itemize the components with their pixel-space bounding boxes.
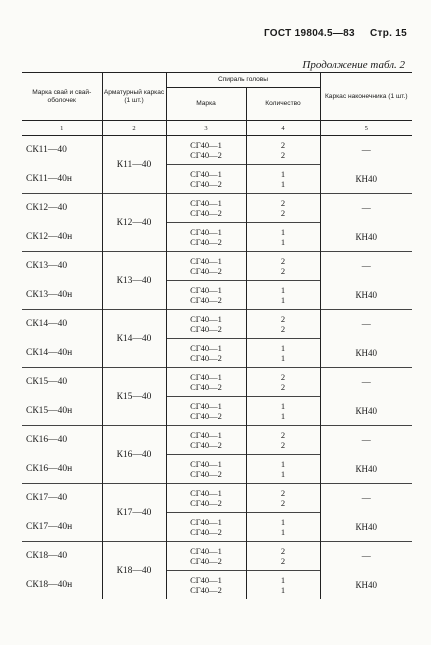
col-header-frame: Арматурный каркас (1 шт.) bbox=[102, 73, 166, 121]
pile-mark-cell: СК15—40 bbox=[22, 368, 102, 397]
pile-mark-cell: СК15—40н bbox=[26, 405, 73, 416]
spiral-qty: 2 bbox=[280, 372, 286, 382]
spiral-qty: 1 bbox=[280, 527, 286, 537]
spiral-mark: СГ40—2 bbox=[190, 324, 222, 334]
pile-mark-cell: СК16—40 bbox=[22, 426, 102, 455]
spiral-mark: СГ40—1 bbox=[190, 430, 222, 440]
tip-frame-cell: — bbox=[320, 136, 412, 165]
spiral-mark: СГ40—1 bbox=[190, 372, 222, 382]
spiral-mark: СГ40—2 bbox=[190, 556, 222, 566]
spiral-mark-cell bbox=[166, 542, 246, 571]
spiral-mark: СГ40—1 bbox=[190, 459, 222, 469]
spiral-qty: 2 bbox=[280, 324, 286, 334]
spiral-mark: СГ40—1 bbox=[190, 169, 222, 179]
spiral-mark: СГ40—1 bbox=[190, 285, 222, 295]
spiral-mark-cell bbox=[166, 484, 246, 513]
col-number-1: 1 bbox=[22, 121, 102, 136]
spiral-qty-cell bbox=[246, 136, 320, 165]
spiral-mark-cell bbox=[166, 281, 246, 310]
spiral-mark: СГ40—2 bbox=[190, 150, 222, 160]
page-number: Стр. 15 bbox=[369, 28, 407, 39]
table-row bbox=[22, 368, 412, 397]
pile-mark-cell: СК18—40н bbox=[26, 579, 73, 590]
spiral-qty: 2 bbox=[280, 488, 286, 498]
table-row bbox=[22, 397, 412, 426]
col-header-pile-mark: Марка свай и свай-оболочек bbox=[22, 73, 102, 121]
frame-mark-cell: К13—40 bbox=[102, 252, 166, 310]
spiral-qty-cell bbox=[246, 339, 320, 368]
spiral-mark: СГ40—2 bbox=[190, 527, 222, 537]
frame-mark-cell: К15—40 bbox=[102, 368, 166, 426]
spiral-mark: СГ40—2 bbox=[190, 266, 222, 276]
spiral-mark: СГ40—1 bbox=[190, 256, 222, 266]
spiral-mark-cell bbox=[166, 513, 246, 542]
table-row bbox=[22, 281, 412, 310]
spiral-mark-cell bbox=[166, 194, 246, 223]
spiral-qty: 2 bbox=[280, 208, 286, 218]
spiral-mark: СГ40—1 bbox=[190, 575, 222, 585]
spiral-qty: 1 bbox=[280, 401, 286, 411]
spiral-qty: 2 bbox=[280, 546, 286, 556]
col-header-tip-frame: Каркас наконечника (1 шт.) bbox=[320, 73, 412, 121]
spiral-mark: СГ40—2 bbox=[190, 498, 222, 508]
spiral-mark-cell bbox=[166, 223, 246, 252]
spiral-qty: 1 bbox=[280, 295, 286, 305]
spiral-qty-cell bbox=[246, 252, 320, 281]
spiral-qty: 2 bbox=[280, 556, 286, 566]
spiral-qty: 1 bbox=[280, 227, 286, 237]
spiral-qty-cell bbox=[246, 368, 320, 397]
col-header-spiral-mark: Марка bbox=[166, 88, 246, 121]
spiral-mark-cell bbox=[166, 252, 246, 281]
spiral-qty: 2 bbox=[280, 498, 286, 508]
spiral-mark-cell bbox=[166, 136, 246, 165]
pile-mark-cell: СК11—40н bbox=[26, 173, 72, 184]
col-number-5: 5 bbox=[320, 121, 412, 136]
tip-frame-cell: КН40 bbox=[320, 397, 412, 426]
pile-mark-cell: СК17—40 bbox=[22, 484, 102, 513]
tip-frame-cell: — bbox=[320, 426, 412, 455]
spiral-mark-cell bbox=[166, 571, 246, 600]
frame-mark-cell: К16—40 bbox=[102, 426, 166, 484]
table-row bbox=[22, 310, 412, 339]
tip-frame-cell: — bbox=[320, 194, 412, 223]
spiral-qty: 1 bbox=[280, 237, 286, 247]
spiral-qty: 2 bbox=[280, 266, 286, 276]
spiral-qty-cell bbox=[246, 484, 320, 513]
table-row bbox=[22, 426, 412, 455]
spiral-mark: СГ40—2 bbox=[190, 440, 222, 450]
spiral-mark-cell bbox=[166, 310, 246, 339]
spiral-mark: СГ40—2 bbox=[190, 382, 222, 392]
frame-mark-cell: К11—40 bbox=[102, 136, 166, 194]
spiral-mark: СГ40—1 bbox=[190, 343, 222, 353]
table-body bbox=[22, 136, 412, 600]
spiral-mark-cell bbox=[166, 368, 246, 397]
tip-frame-cell: КН40 bbox=[320, 455, 412, 484]
spiral-mark: СГ40—2 bbox=[190, 295, 222, 305]
spiral-mark: СГ40—2 bbox=[190, 353, 222, 363]
table-row bbox=[22, 513, 412, 542]
tip-frame-cell: КН40 bbox=[320, 513, 412, 542]
tip-frame-cell: — bbox=[320, 542, 412, 571]
spiral-qty: 1 bbox=[280, 469, 286, 479]
spiral-qty: 2 bbox=[280, 314, 286, 324]
col-header-spiral-qty: Количество bbox=[246, 88, 320, 121]
col-number-3: 3 bbox=[166, 121, 246, 136]
col-number-2: 2 bbox=[102, 121, 166, 136]
spiral-qty-cell bbox=[246, 397, 320, 426]
frame-mark-cell: К12—40 bbox=[102, 194, 166, 252]
spiral-mark: СГ40—2 bbox=[190, 469, 222, 479]
spiral-qty-cell bbox=[246, 165, 320, 194]
tip-frame-cell: — bbox=[320, 252, 412, 281]
spiral-qty: 2 bbox=[280, 440, 286, 450]
pile-mark-cell: СК12—40 bbox=[22, 194, 102, 223]
table-row bbox=[22, 542, 412, 571]
spiral-mark-cell bbox=[166, 455, 246, 484]
tip-frame-cell: КН40 bbox=[320, 165, 412, 194]
pile-mark-cell: СК16—40н bbox=[26, 463, 73, 474]
pile-mark-cell: СК13—40 bbox=[22, 252, 102, 281]
tip-frame-cell: — bbox=[320, 484, 412, 513]
pile-mark-cell: СК11—40 bbox=[26, 145, 67, 156]
spiral-mark: СГ40—1 bbox=[190, 198, 222, 208]
spiral-qty: 2 bbox=[280, 256, 286, 266]
table-row bbox=[22, 223, 412, 252]
pile-mark-cell: СК13—40н bbox=[26, 289, 73, 300]
spiral-mark: СГ40—2 bbox=[190, 411, 222, 421]
spiral-mark: СГ40—2 bbox=[190, 179, 222, 189]
col-header-spiral-group: Спираль головы bbox=[166, 73, 320, 88]
table-row bbox=[22, 571, 412, 600]
tip-frame-cell: — bbox=[320, 310, 412, 339]
spiral-qty-cell bbox=[246, 223, 320, 252]
spiral-mark: СГ40—1 bbox=[190, 546, 222, 556]
spiral-qty: 1 bbox=[280, 459, 286, 469]
spiral-qty-cell bbox=[246, 542, 320, 571]
pile-mark-cell: СК14—40 bbox=[22, 310, 102, 339]
spiral-qty: 2 bbox=[280, 382, 286, 392]
spiral-qty: 1 bbox=[280, 285, 286, 295]
table-row bbox=[22, 252, 412, 281]
spiral-mark: СГ40—1 bbox=[190, 401, 222, 411]
pile-mark-cell: СК14—40н bbox=[26, 347, 73, 358]
spiral-qty: 2 bbox=[280, 140, 286, 150]
spiral-mark: СГ40—1 bbox=[190, 140, 222, 150]
spiral-qty: 1 bbox=[280, 517, 286, 527]
spiral-mark: СГ40—2 bbox=[190, 237, 222, 247]
spiral-qty: 1 bbox=[280, 353, 286, 363]
tip-frame-cell: КН40 bbox=[320, 223, 412, 252]
frame-mark-cell: К14—40 bbox=[102, 310, 166, 368]
spiral-qty-cell bbox=[246, 194, 320, 223]
spiral-qty: 1 bbox=[280, 575, 286, 585]
spiral-qty: 2 bbox=[280, 150, 286, 160]
col-number-4: 4 bbox=[246, 121, 320, 136]
frame-mark-cell: К18—40 bbox=[102, 542, 166, 600]
spiral-qty-cell bbox=[246, 513, 320, 542]
spiral-qty: 1 bbox=[280, 411, 286, 421]
spiral-qty-cell bbox=[246, 310, 320, 339]
pile-mark-cell: СК12—40н bbox=[26, 231, 73, 242]
spiral-mark: СГ40—1 bbox=[190, 517, 222, 527]
frame-mark-cell: К17—40 bbox=[102, 484, 166, 542]
spiral-qty: 2 bbox=[280, 198, 286, 208]
tip-frame-cell: КН40 bbox=[320, 571, 412, 600]
tip-frame-cell: КН40 bbox=[320, 281, 412, 310]
spiral-qty: 1 bbox=[280, 179, 286, 189]
pile-mark-cell: СК18—40 bbox=[22, 542, 102, 571]
table-row bbox=[22, 339, 412, 368]
table-row bbox=[22, 484, 412, 513]
spiral-qty: 2 bbox=[280, 430, 286, 440]
spiral-mark: СГ40—2 bbox=[190, 208, 222, 218]
spiral-mark-cell bbox=[166, 397, 246, 426]
spiral-qty-cell bbox=[246, 426, 320, 455]
spiral-mark: СГ40—1 bbox=[190, 227, 222, 237]
pile-mark-cell: СК17—40н bbox=[26, 521, 73, 532]
spiral-mark: СГ40—1 bbox=[190, 488, 222, 498]
table-row bbox=[22, 194, 412, 223]
spiral-mark-cell bbox=[166, 165, 246, 194]
spiral-mark: СГ40—1 bbox=[190, 314, 222, 324]
table-continuation-label: Продолжение табл. 2 bbox=[302, 59, 405, 71]
standard-number: ГОСТ 19804.5—83 bbox=[263, 28, 355, 39]
spiral-mark-cell bbox=[166, 426, 246, 455]
spiral-qty-cell bbox=[246, 571, 320, 600]
table-row bbox=[22, 455, 412, 484]
table-row bbox=[22, 165, 412, 194]
page-header bbox=[252, 28, 407, 39]
spiral-qty-cell bbox=[246, 455, 320, 484]
tip-frame-cell: — bbox=[320, 368, 412, 397]
spiral-mark: СГ40—2 bbox=[190, 585, 222, 595]
spiral-qty: 1 bbox=[280, 169, 286, 179]
spec-table bbox=[22, 72, 412, 599]
spiral-qty: 1 bbox=[280, 343, 286, 353]
spiral-qty: 1 bbox=[280, 585, 286, 595]
table-row bbox=[22, 136, 412, 165]
spiral-mark-cell bbox=[166, 339, 246, 368]
spiral-qty-cell bbox=[246, 281, 320, 310]
tip-frame-cell: КН40 bbox=[320, 339, 412, 368]
